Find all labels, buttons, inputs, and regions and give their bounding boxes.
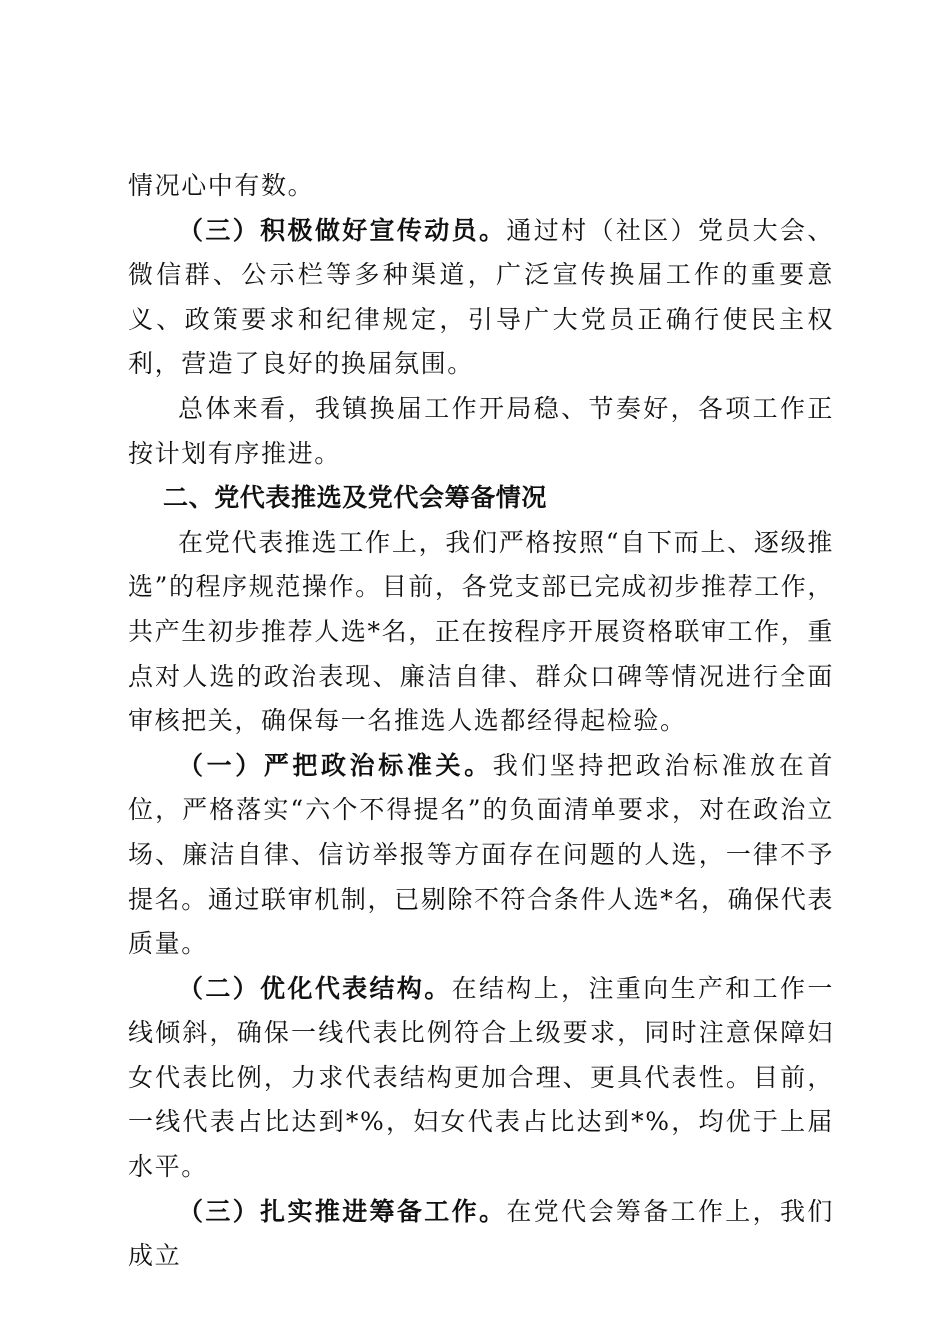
section-two-heading xyxy=(128,476,834,521)
document-body xyxy=(128,164,834,1279)
paragraph-summary xyxy=(128,387,834,476)
paragraph-structure-body: 在结构上，注重向生产和工作一线倾斜，确保一线代表比例符合上级要求，同时注意保障妇女代表比例，力求代表结构更加合理、更具代表性。目前，一线代表占比达到*%，妇女代表占比达到*%，均优于上届水平。 xyxy=(128,973,834,1182)
paragraph-summary-text: 总体来看，我镇换届工作开局稳、节奏好，各项工作正按计划有序推进。 xyxy=(128,393,834,468)
paragraph-continued-text: 情况心中有数。 xyxy=(128,171,315,200)
paragraph-selection-intro-text: 在党代表推选工作上，我们严格按照“自下而上、逐级推选”的程序规范操作。目前，各党支部已完成初步推荐工作，共产生初步推荐人选*名，正在按程序开展资格联审工作，重点对人选的政治表现、廉洁自律、群众口碑等情况进行全面审核把关，确保每一名推选人选都经得起检验。 xyxy=(128,527,834,736)
paragraph-propaganda xyxy=(128,209,834,387)
paragraph-propaganda-body: 通过村（社区）党员大会、微信群、公示栏等多种渠道，广泛宣传换届工作的重要意义、政策要求和纪律规定，引导广大党员正确行使民主权利，营造了良好的换届氛围。 xyxy=(128,215,835,379)
subheading-propaganda: （三）积极做好宣传动员。 xyxy=(178,215,507,245)
paragraph-political-standard-body: 我们坚持把政治标准放在首位，严格落实“六个不得提名”的负面清单要求，对在政治立场、廉洁自律、信访举报等方面存在问题的人选，一律不予提名。通过联审机制，已剔除不符合条件人选*名，确保代表质量。 xyxy=(128,750,834,959)
paragraph-continued xyxy=(128,164,834,209)
subheading-political-standard: （一）严把政治标准关。 xyxy=(178,750,493,780)
paragraph-selection-intro xyxy=(128,521,834,744)
subheading-preparation: （三）扎实推进筹备工作。 xyxy=(178,1196,507,1226)
subheading-structure: （二）优化代表结构。 xyxy=(178,973,452,1003)
paragraph-preparation xyxy=(128,1190,834,1279)
paragraph-preparation-body: 在党代会筹备工作上，我们成立 xyxy=(128,1196,835,1271)
section-two-heading-text: 二、党代表推选及党代会筹备情况 xyxy=(163,483,548,513)
paragraph-political-standard xyxy=(128,744,834,967)
paragraph-structure xyxy=(128,967,834,1190)
